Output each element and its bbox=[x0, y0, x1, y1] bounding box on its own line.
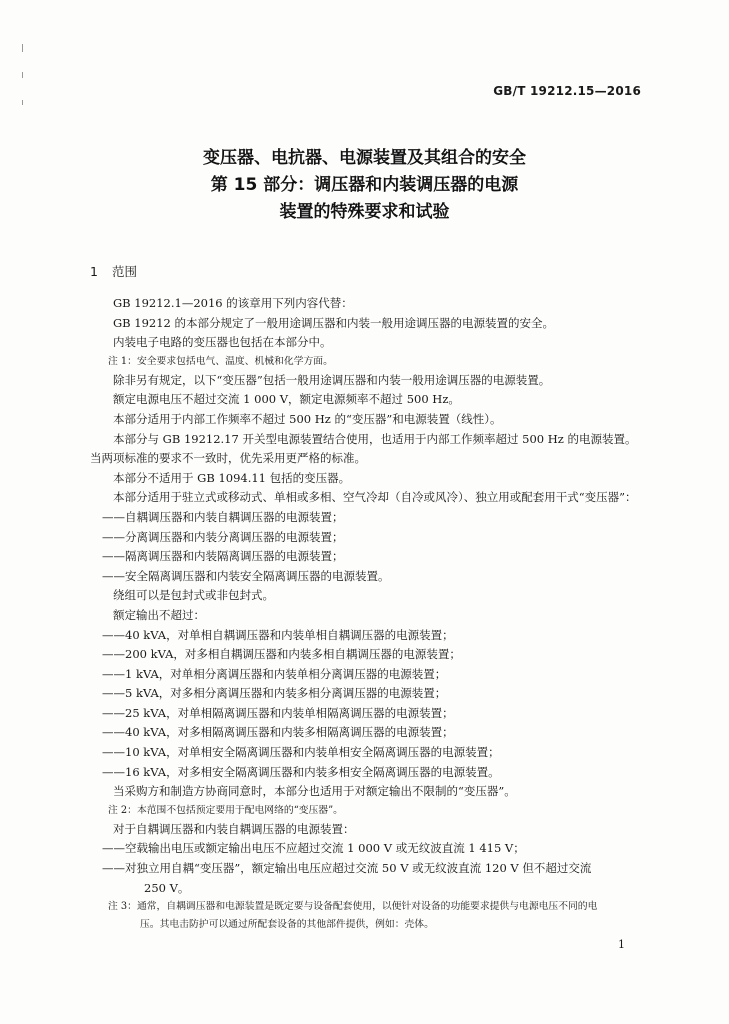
list-item: ——16 kVA，对多相安全隔离调压器和内装多相安全隔离调压器的电源装置。 bbox=[102, 764, 500, 779]
paragraph: 除非另有规定，以下“变压器”包括一般用途调压器和内装一般用途调压器的电源装置。 bbox=[113, 372, 551, 387]
note: 注 1：安全要求包括电气、温度、机械和化学方面。 bbox=[108, 355, 333, 367]
section-title: 范围 bbox=[111, 264, 137, 279]
paragraph: 本部分适用于内部工作频率不超过 500 Hz 的“变压器”和电源装置（线性）。 bbox=[113, 411, 502, 426]
paragraph: 对于自耦调压器和内装自耦调压器的电源装置： bbox=[113, 821, 355, 836]
section-number: 1 bbox=[90, 264, 98, 279]
title-line-3: 装置的特殊要求和试验 bbox=[279, 202, 450, 222]
note-continuation: 压。其电击防护可以通过所配套设备的其他部件提供，例如：壳体。 bbox=[140, 919, 434, 931]
binding-mark bbox=[22, 100, 23, 105]
list-item: ——10 kVA，对单相安全隔离调压器和内装单相安全隔离调压器的电源装置； bbox=[102, 745, 500, 760]
list-item: ——5 kVA，对多相分离调压器和内装多相分离调压器的电源装置； bbox=[102, 686, 447, 701]
title-line-1: 变压器、电抗器、电源装置及其组合的安全 bbox=[203, 148, 526, 168]
list-item: ——25 kVA，对单相隔离调压器和内装单相隔离调压器的电源装置； bbox=[102, 705, 454, 720]
paragraph: 当采购方和制造方协商同意时，本部分也适用于对额定输出不限制的“变压器”。 bbox=[113, 784, 516, 799]
paragraph: 额定输出不超过： bbox=[113, 607, 205, 622]
paragraph: 额定电源电压不超过交流 1 000 V，额定电源频率不超过 500 Hz。 bbox=[113, 392, 460, 407]
note: 注 2：本范围不包括预定要用于配电网络的“变压器”。 bbox=[108, 804, 343, 816]
paragraph: GB 19212.1—2016 的该章用下列内容代替： bbox=[113, 296, 353, 310]
paragraph: 本部分与 GB 19212.17 开关型电源装置结合使用，也适用于内部工作频率超过 500 Hz 的电源装置。当两项标准的要求不一致时，优先采用更严格的标准。 bbox=[90, 431, 637, 466]
list-item: ——对独立用自耦“变压器”，额定输出电压应超过交流 50 V 或无纹波直流 120 V 但不超过交流 bbox=[102, 861, 592, 876]
list-item: ——40 kVA，对单相自耦调压器和内装单相自耦调压器的电源装置； bbox=[102, 627, 454, 642]
list-item: ——40 kVA，对多相隔离调压器和内装多相隔离调压器的电源装置； bbox=[102, 725, 454, 740]
list-item: ——隔离调压器和内装隔离调压器的电源装置； bbox=[102, 549, 344, 564]
note: 注 3：通常，自耦调压器和电源装置是既定要与设备配套使用，以便针对设备的功能要求提供与电源电压不同的电 bbox=[108, 901, 598, 913]
document-body bbox=[90, 294, 642, 934]
section-heading bbox=[90, 262, 137, 280]
list-item: ——安全隔离调压器和内装安全隔离调压器的电源装置。 bbox=[102, 568, 390, 583]
list-item: ——分离调压器和内装分离调压器的电源装置； bbox=[102, 529, 344, 544]
paragraph: 本部分不适用于 GB 1094.11 包括的变压器。 bbox=[113, 470, 351, 485]
title-line-2: 第 15 部分：调压器和内装调压器的电源 bbox=[210, 175, 519, 195]
list-item: ——1 kVA，对单相分离调压器和内装单相分离调压器的电源装置； bbox=[102, 666, 447, 681]
paragraph: GB 19212 的本部分规定了一般用途调压器和内装一般用途调压器的电源装置的安全。 bbox=[113, 315, 555, 330]
list-item-continuation: 250 V。 bbox=[144, 880, 190, 895]
paragraph: 本部分适用于驻立式或移动式、单相或多相、空气冷却（自冷或风冷）、独立用或配套用干式“变压器”： bbox=[113, 490, 637, 505]
document-title bbox=[0, 145, 729, 226]
paragraph: 内装电子电路的变压器也包括在本部分中。 bbox=[113, 335, 332, 350]
standard-code: GB/T 19212.15—2016 bbox=[493, 84, 641, 98]
binding-mark bbox=[22, 44, 23, 52]
list-item: ——空载输出电压或额定输出电压不应超过交流 1 000 V 或无纹波直流 1 415 V； bbox=[102, 841, 525, 856]
list-item: ——200 kVA，对多相自耦调压器和内装多相自耦调压器的电源装置； bbox=[102, 647, 461, 662]
list-item: ——自耦调压器和内装自耦调压器的电源装置； bbox=[102, 509, 344, 524]
page-number: 1 bbox=[618, 938, 625, 951]
binding-mark bbox=[22, 72, 23, 78]
paragraph: 绕组可以是包封式或非包封式。 bbox=[113, 588, 274, 603]
